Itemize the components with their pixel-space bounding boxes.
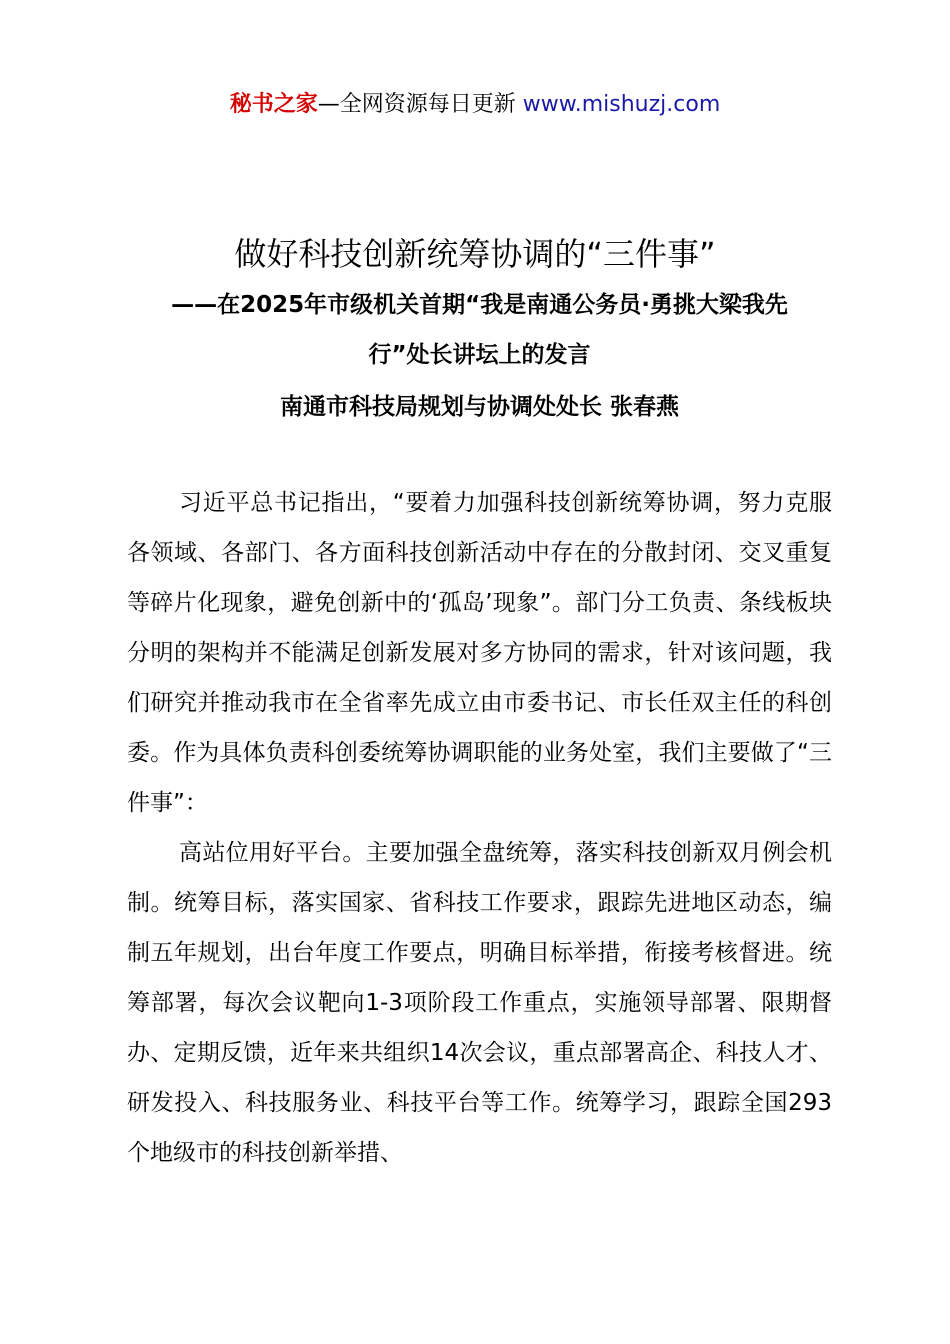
body-paragraph-2-container <box>127 828 832 1178</box>
brand-name: 秘书之家 <box>229 92 318 117</box>
subtitle-line-1: ——在2025年市级机关首期“我是南通公务员·勇挑大梁我先 <box>171 292 788 318</box>
subtitle-line-2: 行”处长讲坛上的发言 <box>368 342 591 368</box>
author-line: 南通市科技局规划与协调处处长 张春燕 <box>279 394 679 420</box>
document-title: 做好科技创新统筹协调的“三件事” <box>234 235 716 273</box>
site-header-banner <box>0 88 950 122</box>
body-paragraph: 习近平总书记指出，“要着力加强科技创新统筹协调，努力克服各领域、各部门、各方面科技创新活动中存在的分散封闭、交叉重复等碎片化现象，避免创新中的‘孤岛’现象”。部门分工负责、条线板块分明的架构并不能满足创新发展对多方协同的需求，针对该问题，我们研究并推动我市在全省率先成立由市委书记、市长任双主任的科创委。作为具体负责科创委统筹协调职能的业务处室，我们主要做了“三件事”： <box>127 490 832 816</box>
body-paragraph: 高站位用好平台。主要加强全盘统筹，落实科技创新双月例会机制。统筹目标，落实国家、省科技工作要求，跟踪先进地区动态，编制五年规划，出台年度工作要点，明确目标举措，衔接考核督进。统筹部署，每次会议靶向1-3项阶段工作重点，实施领导部署、限期督办、定期反馈，近年来共组织14次会议，重点部署高企、科技人才、研发投入、科技服务业、科技平台等工作。统筹学习，跟踪全国293个地级市的科技创新举措、 <box>127 840 832 1166</box>
header-tagline: —全网资源每日更新 <box>317 92 516 117</box>
body-paragraph-1-container <box>127 478 832 828</box>
site-url-link[interactable]: www.mishuzj.com <box>522 92 721 117</box>
